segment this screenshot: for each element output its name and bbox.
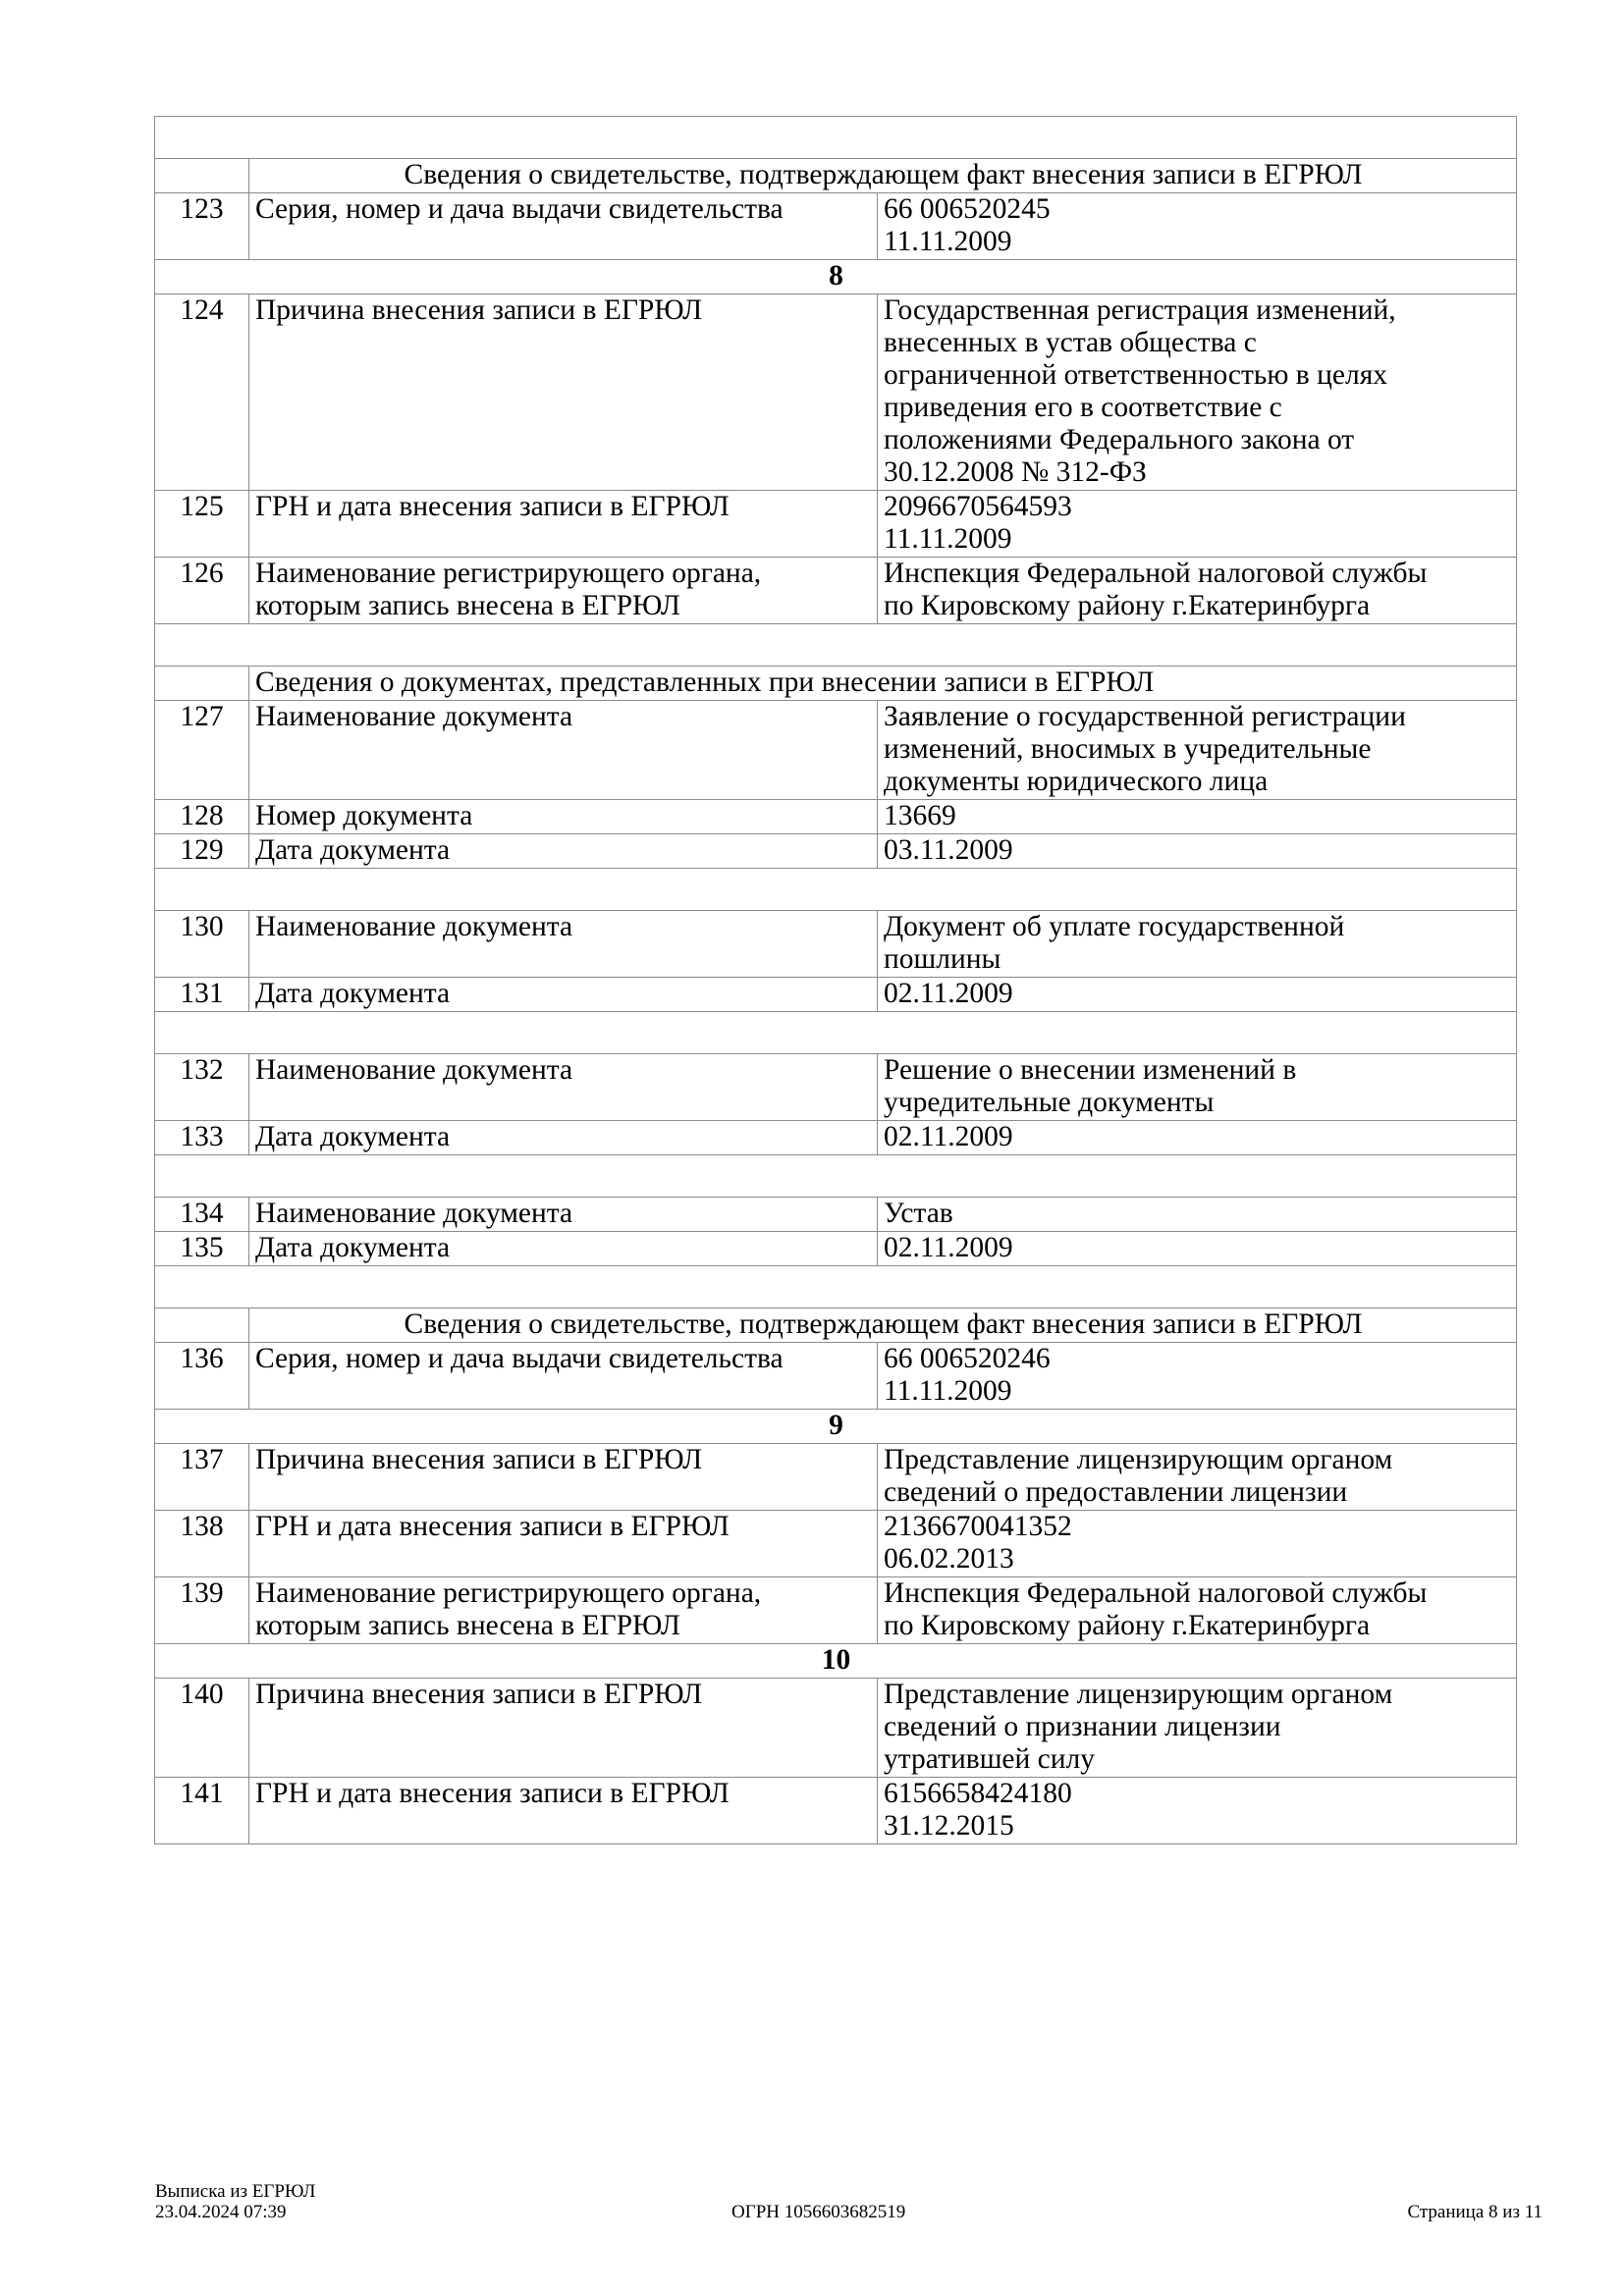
field-value	[878, 1054, 1517, 1121]
field-value	[878, 1444, 1517, 1511]
section-header-row	[155, 1308, 1517, 1343]
row-number: 135	[155, 1232, 249, 1266]
field-value	[878, 1778, 1517, 1844]
field-row	[155, 1121, 1517, 1155]
row-number: 139	[155, 1577, 249, 1644]
row-number: 136	[155, 1343, 249, 1410]
field-label: Серия, номер и дача выдачи свидетельства	[249, 193, 878, 260]
blank-row	[155, 869, 1517, 911]
field-value	[878, 1198, 1517, 1232]
field-row	[155, 1054, 1517, 1121]
field-value	[878, 1679, 1517, 1778]
entry-number-row	[155, 1644, 1517, 1679]
entry-number: 8	[155, 260, 1517, 294]
row-number: 140	[155, 1679, 249, 1778]
field-value	[878, 1343, 1517, 1410]
footer-datetime: 23.04.2024 07:39	[155, 2202, 287, 2222]
field-label: Дата документа	[249, 1121, 878, 1155]
field-value	[878, 800, 1517, 834]
blank-cell	[155, 1012, 1517, 1054]
field-value	[878, 193, 1517, 260]
footer-page-number: Страница 8 из 11	[1407, 2202, 1542, 2222]
field-value-line: 31.12.2015	[884, 1810, 1014, 1842]
row-number: 132	[155, 1054, 249, 1121]
field-label: Серия, номер и дача выдачи свидетельства	[249, 1343, 878, 1410]
field-label: ГРН и дата внесения записи в ЕГРЮЛ	[249, 1511, 878, 1577]
entry-number: 9	[155, 1410, 1517, 1444]
row-number: 133	[155, 1121, 249, 1155]
field-row	[155, 911, 1517, 978]
field-value-line: сведений о предоставлении лицензии	[884, 1476, 1348, 1508]
egrul-extract-table	[154, 116, 1517, 1844]
field-value-line: 2136670041352	[884, 1511, 1072, 1542]
field-row	[155, 1198, 1517, 1232]
table-body	[155, 117, 1517, 1844]
field-value-line: документы юридического лица	[884, 766, 1269, 797]
field-value	[878, 911, 1517, 978]
section-header-row	[155, 159, 1517, 193]
field-value-line: 6156658424180	[884, 1778, 1072, 1809]
blank-cell	[155, 117, 1517, 159]
field-value-line: сведений о признании лицензии	[884, 1711, 1281, 1742]
row-number: 125	[155, 491, 249, 558]
field-value-line: Представление лицензирующим органом	[884, 1444, 1393, 1475]
section-empty-cell	[155, 1308, 249, 1343]
field-row	[155, 1444, 1517, 1511]
blank-cell	[155, 869, 1517, 911]
field-row	[155, 978, 1517, 1012]
field-label: Дата документа	[249, 978, 878, 1012]
footer-ogrn: ОГРН 1056603682519	[731, 2202, 906, 2222]
field-value	[878, 491, 1517, 558]
field-value-line: ограниченной ответственностью в целях	[884, 359, 1388, 391]
row-number: 134	[155, 1198, 249, 1232]
field-value-line: по Кировскому району г.Екатеринбурга	[884, 1610, 1371, 1641]
field-label: Наименование документа	[249, 1198, 878, 1232]
field-label: Дата документа	[249, 834, 878, 869]
field-value-line: положениями Федерального закона от	[884, 424, 1355, 455]
field-value-line: утратившей силу	[884, 1743, 1096, 1775]
field-value	[878, 1232, 1517, 1266]
field-value	[878, 701, 1517, 800]
field-value	[878, 558, 1517, 624]
field-value-line: 13669	[884, 800, 956, 831]
field-label: Причина внесения записи в ЕГРЮЛ	[249, 294, 878, 491]
field-value-line: Государственная регистрация изменений,	[884, 294, 1396, 326]
field-value-line: учредительные документы	[884, 1087, 1215, 1118]
section-empty-cell	[155, 159, 249, 193]
footer-doc-name: Выписка из ЕГРЮЛ	[155, 2181, 316, 2202]
field-row	[155, 491, 1517, 558]
field-value-line: 02.11.2009	[884, 978, 1013, 1009]
blank-row	[155, 1155, 1517, 1198]
row-number: 137	[155, 1444, 249, 1511]
field-row	[155, 558, 1517, 624]
row-number: 126	[155, 558, 249, 624]
row-number: 138	[155, 1511, 249, 1577]
field-row	[155, 1232, 1517, 1266]
field-value-line: 02.11.2009	[884, 1232, 1013, 1263]
field-value-line: внесенных в устав общества с	[884, 327, 1257, 358]
field-value-line: 11.11.2009	[884, 523, 1012, 555]
field-row	[155, 834, 1517, 869]
row-number: 123	[155, 193, 249, 260]
field-value	[878, 1511, 1517, 1577]
field-label: ГРН и дата внесения записи в ЕГРЮЛ	[249, 491, 878, 558]
field-value	[878, 1577, 1517, 1644]
blank-row	[155, 1012, 1517, 1054]
field-value-line: Устав	[884, 1198, 953, 1229]
row-number: 130	[155, 911, 249, 978]
field-label: Номер документа	[249, 800, 878, 834]
field-row	[155, 193, 1517, 260]
blank-row	[155, 624, 1517, 667]
field-value-line: 66 006520246	[884, 1343, 1051, 1374]
row-number: 124	[155, 294, 249, 491]
blank-cell	[155, 1266, 1517, 1308]
entry-number-row	[155, 260, 1517, 294]
section-header-row	[155, 667, 1517, 701]
row-number: 131	[155, 978, 249, 1012]
field-label: ГРН и дата внесения записи в ЕГРЮЛ	[249, 1778, 878, 1844]
field-value-line: Представление лицензирующим органом	[884, 1679, 1393, 1710]
field-value-line: Заявление о государственной регистрации	[884, 701, 1406, 732]
field-value-line: 11.11.2009	[884, 1375, 1012, 1407]
field-value-line: 02.11.2009	[884, 1121, 1013, 1152]
field-value-line: 2096670564593	[884, 491, 1072, 522]
blank-cell	[155, 1155, 1517, 1198]
field-row	[155, 1577, 1517, 1644]
field-row	[155, 701, 1517, 800]
field-value	[878, 1121, 1517, 1155]
field-row	[155, 1511, 1517, 1577]
row-number: 141	[155, 1778, 249, 1844]
entry-number-row	[155, 1410, 1517, 1444]
field-label: Наименование документа	[249, 701, 878, 800]
field-value-line: Решение о внесении изменений в	[884, 1054, 1297, 1086]
field-value-line: приведения его в соответствие с	[884, 392, 1282, 423]
blank-row	[155, 1266, 1517, 1308]
row-number: 128	[155, 800, 249, 834]
field-value-line: 03.11.2009	[884, 834, 1013, 866]
row-number: 129	[155, 834, 249, 869]
field-value	[878, 978, 1517, 1012]
field-value-line: по Кировскому району г.Екатеринбурга	[884, 590, 1371, 621]
field-value-line: Инспекция Федеральной налоговой службы	[884, 558, 1428, 589]
entry-number: 10	[155, 1644, 1517, 1679]
field-value-line: изменений, вносимых в учредительные	[884, 733, 1372, 765]
field-value-line: Инспекция Федеральной налоговой службы	[884, 1577, 1428, 1609]
field-value-line: 30.12.2008 № 312-ФЗ	[884, 456, 1147, 488]
field-value-line: Документ об уплате государственной	[884, 911, 1345, 942]
field-row	[155, 1778, 1517, 1844]
field-label: Наименование регистрирующего органа, которым запись внесена в ЕГРЮЛ	[249, 558, 878, 624]
section-title: Сведения о свидетельстве, подтверждающем факт внесения записи в ЕГРЮЛ	[249, 159, 1517, 193]
field-row	[155, 294, 1517, 491]
field-row	[155, 1343, 1517, 1410]
field-row	[155, 800, 1517, 834]
blank-cell	[155, 624, 1517, 667]
blank-row	[155, 117, 1517, 159]
field-label: Дата документа	[249, 1232, 878, 1266]
field-label: Наименование документа	[249, 1054, 878, 1121]
field-value	[878, 834, 1517, 869]
field-value-line: 66 006520245	[884, 193, 1051, 225]
field-label: Наименование регистрирующего органа, которым запись внесена в ЕГРЮЛ	[249, 1577, 878, 1644]
field-value-line: 11.11.2009	[884, 226, 1012, 257]
field-label: Наименование документа	[249, 911, 878, 978]
field-label: Причина внесения записи в ЕГРЮЛ	[249, 1444, 878, 1511]
field-value	[878, 294, 1517, 491]
row-number: 127	[155, 701, 249, 800]
section-title: Сведения о документах, представленных при внесении записи в ЕГРЮЛ	[249, 667, 1517, 701]
field-value-line: пошлины	[884, 943, 1001, 975]
footer-left	[155, 2181, 315, 2222]
field-value-line: 06.02.2013	[884, 1543, 1014, 1575]
field-label: Причина внесения записи в ЕГРЮЛ	[249, 1679, 878, 1778]
section-title: Сведения о свидетельстве, подтверждающем факт внесения записи в ЕГРЮЛ	[249, 1308, 1517, 1343]
field-row	[155, 1679, 1517, 1778]
section-empty-cell	[155, 667, 249, 701]
